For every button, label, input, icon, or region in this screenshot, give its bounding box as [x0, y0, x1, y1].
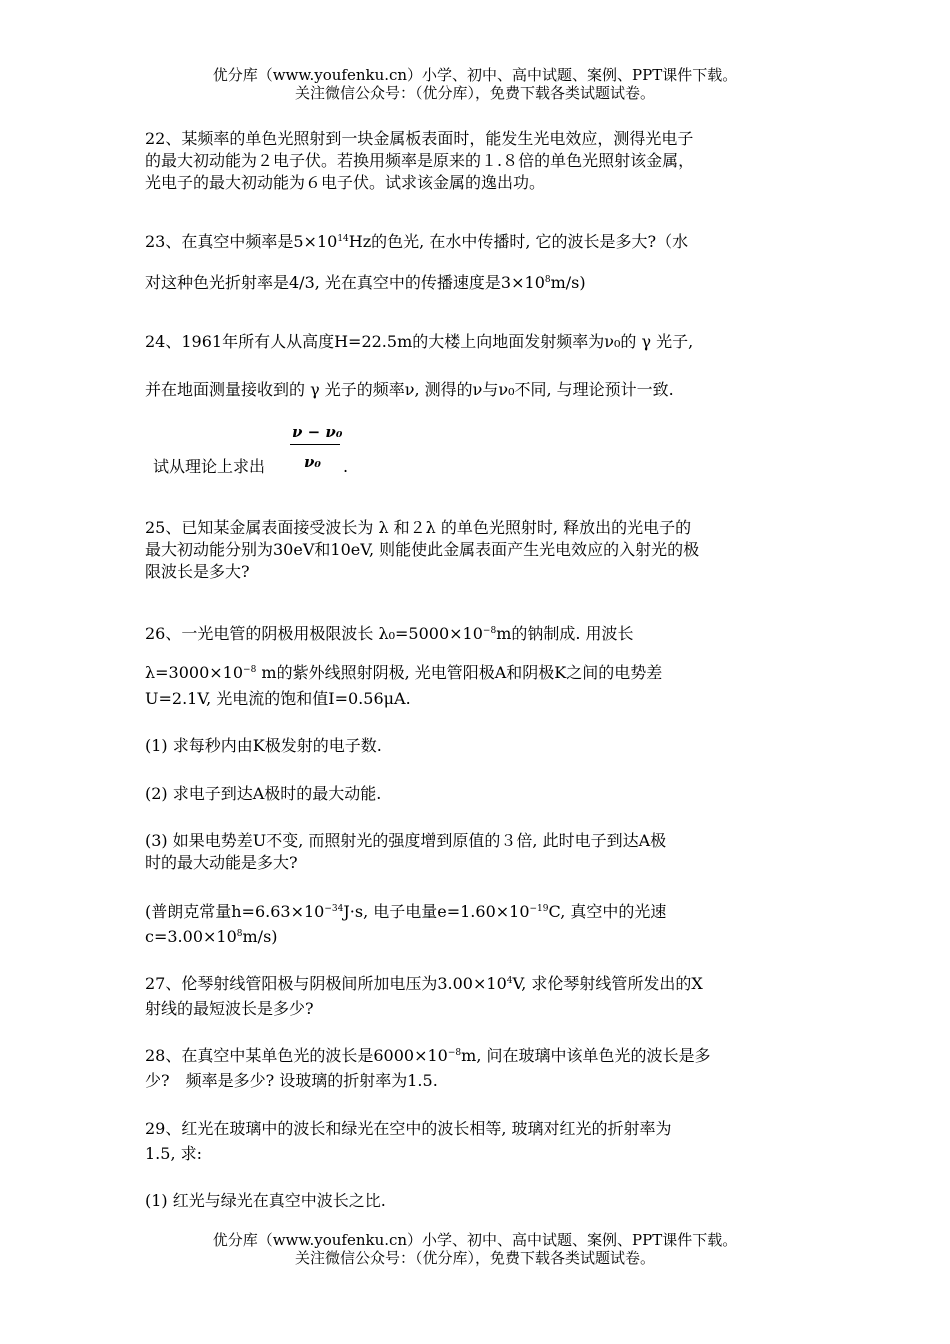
formula-fraction-bar	[290, 444, 340, 445]
q26-text-c: λ=3000×10	[145, 663, 244, 682]
q23-text-c: 对这种色光折射率是4/3, 光在真空中的传播速度是3×10	[145, 273, 545, 292]
q28-exp: −8	[447, 1048, 462, 1058]
q26-exp-2: −8	[243, 665, 257, 675]
q24-line-3-end: .	[343, 457, 349, 476]
q26-text-a: 26、一光电管的阴极用极限波长 λ₀=5000×10	[145, 624, 483, 643]
q26-const-b: J·s, 电子电量e=1.60×10	[343, 902, 530, 921]
q26-const-e: m/s)	[242, 927, 278, 946]
q26-constants-line-1	[145, 901, 825, 923]
q23-line-2	[145, 272, 825, 294]
q26-text-d: m的紫外线照射阴极, 光电管阳极A和阴极K之间的电势差	[256, 663, 663, 682]
q29-line-2: 1.5, 求:	[145, 1144, 203, 1163]
header-line-1: 优分库（www.youfenku.cn）小学、初中、高中试题、案例、PPT课件下载。	[212, 66, 738, 84]
q23-text-a: 23、在真空中频率是5×10	[145, 232, 338, 251]
footer-line-2: 关注微信公众号：（优分库），免费下载各类试题试卷。	[294, 1249, 655, 1267]
q27-text-b: V, 求伦琴射线管所发出的X	[512, 974, 703, 993]
q23-exp-2: 8	[544, 275, 551, 285]
q26-sub-3	[145, 830, 825, 874]
q28-text-b: m, 问在玻璃中该单色光的波长是多	[461, 1046, 711, 1065]
q26-sub-1: (1) 求每秒内由K极发射的电子数.	[145, 736, 382, 755]
q23-exp-1: 14	[337, 234, 349, 244]
question-25	[145, 517, 825, 583]
q26-line-3: U=2.1V, 光电流的饱和值I=0.56μA.	[145, 689, 411, 708]
q25-line-2: 最大初动能分别为30eV和10eV, 则能使此金属表面产生光电效应的入射光的极	[145, 540, 700, 559]
q26-sub-2: (2) 求电子到达A极时的最大动能.	[145, 784, 382, 803]
q28-line-2: 少? 频率是多少? 设玻璃的折射率为1.5.	[145, 1071, 438, 1090]
header-line-2: 关注微信公众号：（优分库），免费下载各类试题试卷。	[294, 84, 655, 102]
q26-exp-1: −8	[482, 626, 497, 636]
q22-line-3: 光电子的最大初动能为６电子伏。试求该金属的逸出功。	[145, 173, 546, 192]
q26-text-b: m的钠制成. 用波长	[496, 624, 634, 643]
footer-line-1: 优分库（www.youfenku.cn）小学、初中、高中试题、案例、PPT课件下载。	[212, 1231, 738, 1249]
q25-line-1: 25、已知某金属表面接受波长为 λ 和２λ 的单色光照射时, 释放出的光电子的	[145, 518, 692, 537]
q22-line-1: 22、某频率的单色光照射到一块金属板表面时，能发生光电效应，测得光电子	[145, 129, 694, 148]
formula-denominator: ν₀	[304, 453, 321, 471]
q26-const-exp-2: −19	[529, 904, 549, 914]
q24-line-1: 24、1961年所有人从高度H=22.5m的大楼上向地面发射频率为ν₀的 γ 光子,	[145, 332, 694, 351]
q26-sub-3-line-1: (3) 如果电势差U不变, 而照射光的强度增到原值的３倍, 此时电子到达A极	[145, 831, 667, 850]
q27-line-1	[145, 973, 825, 995]
q26-const-a: (普朗克常量h=6.63×10	[145, 902, 325, 921]
q24-line-3: 试从理论上求出	[153, 457, 266, 476]
q26-const-exp-3: 8	[236, 929, 243, 939]
q24-line-2: 并在地面测量接收到的 γ 光子的频率ν, 测得的ν与ν₀不同, 与理论预计一致.	[145, 380, 674, 399]
q26-line-2	[145, 662, 825, 684]
q29-sub-1: (1) 红光与绿光在真空中波长之比.	[145, 1191, 386, 1210]
q28-line-1	[145, 1045, 825, 1067]
question-22	[145, 128, 825, 194]
q23-text-b: Hz的色光, 在水中传播时, 它的波长是多大?（水	[348, 232, 689, 251]
q26-line-1	[145, 623, 825, 645]
q23-text-d: m/s)	[550, 273, 586, 292]
q27-line-2: 射线的最短波长是多少?	[145, 999, 314, 1018]
q28-text-a: 28、在真空中某单色光的波长是6000×10	[145, 1046, 448, 1065]
q26-constants-line-2	[145, 926, 825, 948]
q26-const-exp-1: −34	[324, 904, 344, 914]
page-footer	[0, 1231, 950, 1267]
formula-numerator: ν − ν₀	[292, 423, 343, 441]
q26-sub-3-line-2: 时的最大动能是多大?	[145, 853, 298, 872]
q26-const-d: c=3.00×10	[145, 927, 237, 946]
q27-exp: 4	[506, 976, 513, 986]
q27-text-a: 27、伦琴射线管阳极与阴极间所加电压为3.00×10	[145, 974, 507, 993]
q26-const-c: C, 真空中的光速	[548, 902, 667, 921]
page-header	[0, 66, 950, 102]
q23-line-1	[145, 231, 825, 253]
q29-line-1: 29、红光在玻璃中的波长和绿光在空中的波长相等, 玻璃对红光的折射率为	[145, 1119, 672, 1138]
q22-line-2: 的最大初动能为２电子伏。若换用频率是原来的１.８倍的单色光照射该金属，	[145, 151, 695, 170]
q25-line-3: 限波长是多大?	[145, 562, 250, 581]
